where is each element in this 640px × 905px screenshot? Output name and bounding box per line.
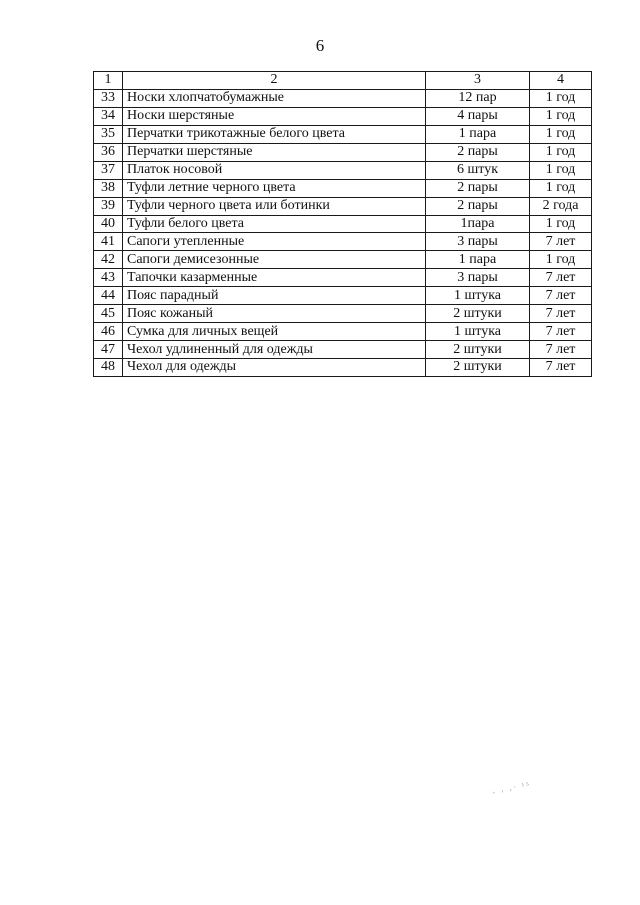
quantity-cell: 1 пара <box>426 251 530 269</box>
item-name-cell: Перчатки шерстяные <box>123 143 426 161</box>
table-row <box>94 215 592 233</box>
table-row <box>94 125 592 143</box>
quantity-cell: 2 пары <box>426 179 530 197</box>
row-number-cell: 34 <box>94 107 123 125</box>
item-name-cell: Туфли летние черного цвета <box>123 179 426 197</box>
table-row <box>94 341 592 359</box>
item-name-cell: Пояс парадный <box>123 287 426 305</box>
table-row <box>94 161 592 179</box>
wear-term-cell: 7 лет <box>530 233 592 251</box>
wear-term-cell: 1 год <box>530 251 592 269</box>
row-number-cell: 38 <box>94 179 123 197</box>
row-number-cell: 45 <box>94 305 123 323</box>
item-name-cell: Перчатки трикотажные белого цвета <box>123 125 426 143</box>
row-number-cell: 44 <box>94 287 123 305</box>
quantity-cell: 4 пары <box>426 107 530 125</box>
table-row <box>94 233 592 251</box>
table-row <box>94 323 592 341</box>
column-header-1: 1 <box>94 72 123 90</box>
table-row <box>94 287 592 305</box>
quantity-cell: 6 штук <box>426 161 530 179</box>
wear-term-cell: 7 лет <box>530 305 592 323</box>
table-row <box>94 197 592 215</box>
item-name-cell: Носки шерстяные <box>123 107 426 125</box>
wear-term-cell: 1 год <box>530 179 592 197</box>
row-number-cell: 36 <box>94 143 123 161</box>
wear-term-cell: 1 год <box>530 89 592 107</box>
table-row <box>94 305 592 323</box>
faint-handwritten-mark: ‚ ‚ ,· ¹⁵ <box>491 780 532 795</box>
item-name-cell: Платок носовой <box>123 161 426 179</box>
items-table <box>93 71 592 377</box>
quantity-cell: 2 пары <box>426 143 530 161</box>
item-name-cell: Чехол удлиненный для одежды <box>123 341 426 359</box>
quantity-cell: 1 штука <box>426 323 530 341</box>
row-number-cell: 35 <box>94 125 123 143</box>
table-row <box>94 143 592 161</box>
table-row <box>94 179 592 197</box>
wear-term-cell: 1 год <box>530 161 592 179</box>
row-number-cell: 47 <box>94 341 123 359</box>
wear-term-cell: 7 лет <box>530 323 592 341</box>
row-number-cell: 42 <box>94 251 123 269</box>
table-header-row <box>94 72 592 90</box>
column-header-2: 2 <box>123 72 426 90</box>
quantity-cell: 1 штука <box>426 287 530 305</box>
wear-term-cell: 7 лет <box>530 287 592 305</box>
quantity-cell: 2 штуки <box>426 341 530 359</box>
wear-term-cell: 1 год <box>530 125 592 143</box>
quantity-cell: 2 штуки <box>426 305 530 323</box>
item-name-cell: Сапоги демисезонные <box>123 251 426 269</box>
row-number-cell: 39 <box>94 197 123 215</box>
wear-term-cell: 1 год <box>530 107 592 125</box>
row-number-cell: 46 <box>94 323 123 341</box>
row-number-cell: 41 <box>94 233 123 251</box>
item-name-cell: Сумка для личных вещей <box>123 323 426 341</box>
wear-term-cell: 7 лет <box>530 341 592 359</box>
wear-term-cell: 1 год <box>530 215 592 233</box>
item-name-cell: Чехол для одежды <box>123 359 426 377</box>
wear-term-cell: 7 лет <box>530 359 592 377</box>
table-row <box>94 269 592 287</box>
table-row <box>94 251 592 269</box>
table-body <box>94 89 592 376</box>
wear-term-cell: 1 год <box>530 143 592 161</box>
item-name-cell: Пояс кожаный <box>123 305 426 323</box>
item-name-cell: Туфли белого цвета <box>123 215 426 233</box>
table-row <box>94 107 592 125</box>
row-number-cell: 40 <box>94 215 123 233</box>
column-header-3: 3 <box>426 72 530 90</box>
quantity-cell: 1пара <box>426 215 530 233</box>
table-row <box>94 89 592 107</box>
quantity-cell: 3 пары <box>426 269 530 287</box>
table-row <box>94 359 592 377</box>
page-number: 6 <box>315 36 325 55</box>
wear-term-cell: 2 года <box>530 197 592 215</box>
quantity-cell: 12 пар <box>426 89 530 107</box>
row-number-cell: 33 <box>94 89 123 107</box>
item-name-cell: Сапоги утепленные <box>123 233 426 251</box>
item-name-cell: Туфли черного цвета или ботинки <box>123 197 426 215</box>
quantity-cell: 3 пары <box>426 233 530 251</box>
quantity-cell: 2 штуки <box>426 359 530 377</box>
row-number-cell: 48 <box>94 359 123 377</box>
wear-term-cell: 7 лет <box>530 269 592 287</box>
item-name-cell: Тапочки казарменные <box>123 269 426 287</box>
row-number-cell: 43 <box>94 269 123 287</box>
item-name-cell: Носки хлопчатобумажные <box>123 89 426 107</box>
quantity-cell: 2 пары <box>426 197 530 215</box>
row-number-cell: 37 <box>94 161 123 179</box>
column-header-4: 4 <box>530 72 592 90</box>
quantity-cell: 1 пара <box>426 125 530 143</box>
